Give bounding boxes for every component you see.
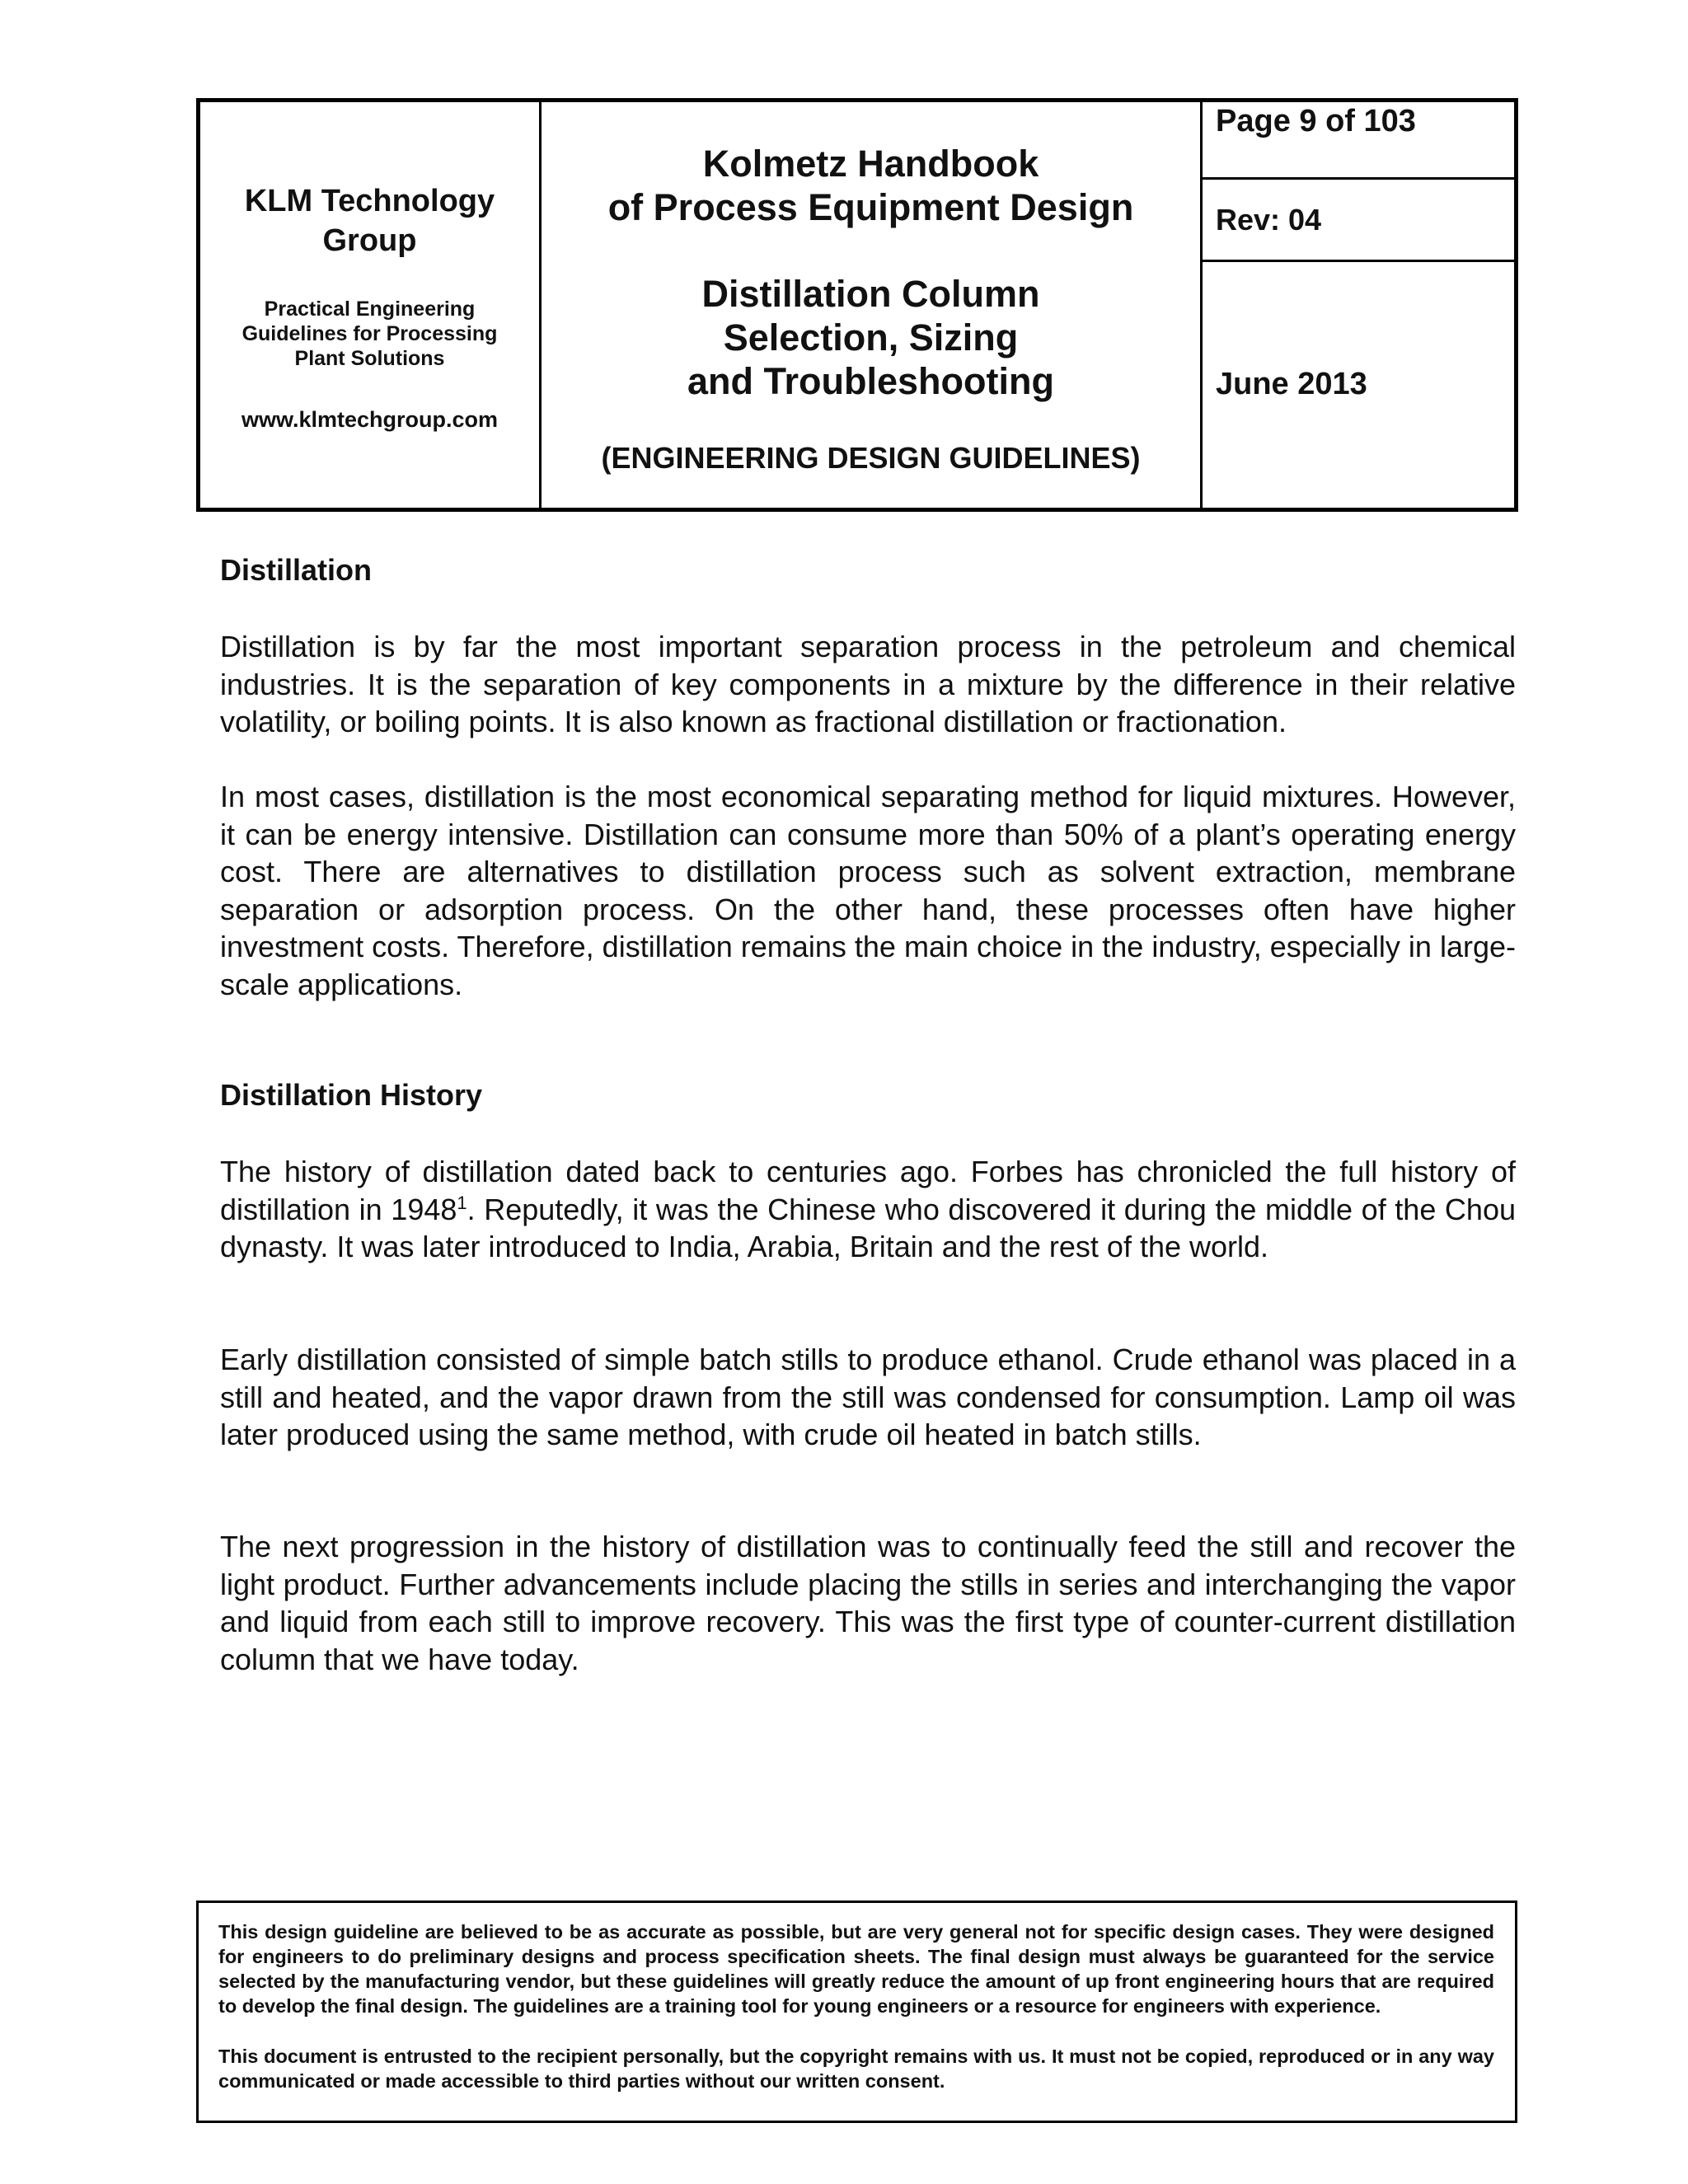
header-org-cell <box>200 102 542 508</box>
paragraph: Distillation is by far the most important separation process in the petroleum and chemical industries. It is the separation of key components in a mixture by the difference in their relative volatility, or boiling points. It is also known as fractional distillation or fractionation. <box>220 630 1516 738</box>
header-meta-cell <box>1203 102 1514 508</box>
handbook-title-line1: Kolmetz Handbook <box>702 143 1039 185</box>
handbook-title-line2: of Process Equipment Design <box>607 186 1134 228</box>
paragraph-text: The history of distillation dated back to centuries ago. Forbes has chronicled the full history of distillation in 1948 <box>220 1155 1516 1226</box>
paragraph: In most cases, distillation is the most economical separating method for liquid mixtures. However, it can be energy intensive. Distillation can consume more than 50% of a plant’s operating energy cost. There are alternatives to distillation process such as solvent extraction, membrane separation or adsorption process. On the other hand, these processes often have higher investment costs. Therefore, distillation remains the main choice in the industry, especially in large-scale applications. <box>220 780 1516 1001</box>
org-name-line1: KLM Technology <box>244 184 495 218</box>
org-tagline <box>200 297 539 371</box>
tagline-line1: Practical Engineering <box>264 298 476 321</box>
paragraph: Early distillation consisted of simple batch stills to produce ethanol. Crude ethanol was placed in a still and heated, and the vapor drawn from the still was condensed for consumption. Lamp oil was later produced using the same method, with crude oil heated in batch stills. <box>220 1343 1516 1451</box>
footnote-reference[interactable]: 1 <box>457 1192 467 1213</box>
handbook-title <box>542 142 1200 229</box>
copyright-text: This document is entrusted to the recipient personally, but the copyright remains with us. It must not be copied, reproduced or in any way communicated or made accessible to third parties without our written consent. <box>218 2046 1494 2092</box>
website-link[interactable]: www.klmtechgroup.com <box>241 407 499 432</box>
disclaimer-text: This design guideline are believed to be as accurate as possible, but are very general not for specific design cases. They were designed for engineers to do preliminary designs and process specification sheets. The final design must always be guaranteed for the service selected by the manufacturing vendor, but these guidelines will greatly reduce the amount of up front engineering hours that are required to develop the final design. The guidelines are a training tool for young engineers or a resource for engineers with experience. <box>218 1921 1494 2017</box>
page-number: Page 9 of 103 <box>1203 102 1514 180</box>
document-subject <box>542 272 1200 403</box>
subject-line3: and Troubleshooting <box>687 360 1054 402</box>
paragraph-text: . Reputedly, it was the Chinese who discovered it during the middle of the Chou dynasty. It was later introduced to India, Arabia, Britain and the rest of the world. <box>220 1192 1516 1263</box>
document-header <box>196 98 1518 512</box>
org-name-line2: Group <box>322 223 417 258</box>
section-heading-history: Distillation History <box>220 1078 483 1112</box>
section-heading-distillation: Distillation <box>220 553 373 587</box>
subject-line2: Selection, Sizing <box>723 316 1019 359</box>
paragraph: The next progression in the history of distillation was to continually feed the still and recover the light product. Further advancements include placing the stills in series and interchanging the vapor and liquid from each still to improve recovery. This was the first type of counter-current distillation column that we have today. <box>220 1530 1516 1676</box>
tagline-line3: Plant Solutions <box>294 347 445 370</box>
subject-line1: Distillation Column <box>701 273 1040 315</box>
disclaimer-box <box>196 1900 1517 2123</box>
issue-date: June 2013 <box>1216 367 1367 401</box>
revision: Rev: 04 <box>1203 180 1514 262</box>
tagline-line2: Guidelines for Processing <box>241 322 498 345</box>
org-name <box>200 181 539 260</box>
paragraph <box>220 1153 1516 1266</box>
guideline-type: (ENGINEERING DESIGN GUIDELINES) <box>601 441 1141 475</box>
header-title-cell <box>542 102 1203 508</box>
